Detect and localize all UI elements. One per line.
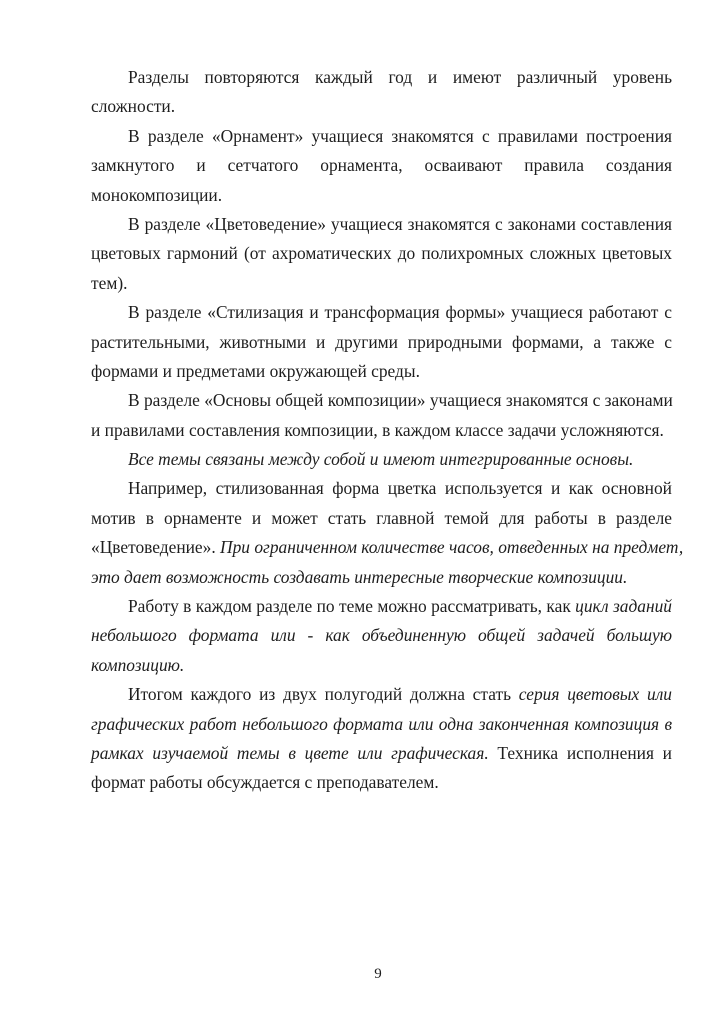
text-line — [91, 563, 672, 592]
paragraph — [91, 386, 672, 445]
text-line — [91, 768, 672, 797]
italic-text: графических работ небольшого формата или одна законченная композиция в — [91, 713, 672, 734]
italic-text: небольшого формата или - как объединенную общей задачей большую — [91, 625, 672, 646]
italic-text: серия цветовых или — [518, 684, 672, 705]
text: растительными, животными и другими природными формами, а также с — [91, 331, 672, 352]
text: цветовых гармоний (от ахроматических до полихромных сложных цветовых — [91, 243, 672, 264]
text-line — [91, 474, 672, 503]
text: В разделе «Основы общей композиции» учащиеся знакомятся с законами — [128, 390, 673, 411]
text: Работу в каждом разделе по теме можно рассматривать, как — [128, 596, 576, 617]
text: «Цветоведение». — [91, 537, 221, 558]
text-line — [91, 92, 672, 121]
text-line — [91, 181, 672, 210]
text-line — [91, 445, 672, 474]
text: В разделе «Орнамент» учащиеся знакомятся с правилами построения — [128, 125, 672, 146]
text: монокомпозиции. — [91, 184, 223, 205]
text: тем). — [91, 272, 128, 293]
text-line — [91, 680, 672, 709]
text: Например, стилизованная форма цветка используется и как основной — [128, 478, 672, 499]
text-line — [91, 122, 672, 151]
text: В разделе «Цветоведение» учащиеся знакомятся с законами составления — [128, 213, 672, 234]
page-number: 9 — [374, 966, 382, 982]
text: мотив в орнаменте и может стать главной темой для работы в разделе — [91, 507, 672, 528]
paragraph — [91, 298, 672, 386]
text: сложности. — [91, 96, 176, 117]
paragraph — [91, 474, 684, 592]
text-line — [91, 63, 672, 92]
paragraph — [91, 63, 672, 122]
text-line — [91, 151, 672, 180]
text-line — [91, 328, 672, 357]
paragraph — [91, 210, 672, 298]
text-line — [91, 239, 672, 268]
text-line — [91, 651, 672, 680]
text-line — [91, 357, 672, 386]
text: Разделы повторяются каждый год и имеют различный уровень — [128, 67, 672, 87]
text-line — [91, 298, 672, 327]
text: формами и предметами окружающей среды. — [91, 360, 420, 381]
text-line — [91, 739, 672, 768]
text: Техника исполнения и — [488, 742, 672, 763]
document-body — [91, 63, 684, 798]
paragraph — [91, 592, 672, 680]
italic-text: При ограниченном количестве часов, отведенных на предмет, — [220, 537, 684, 558]
text-line — [91, 269, 672, 298]
italic-text: Все темы связаны между собой и имеют интегрированные основы. — [128, 449, 634, 470]
text-line — [91, 210, 672, 239]
text: В разделе «Стилизация и трансформация формы» учащиеся работают с — [128, 302, 672, 323]
italic-text: композицию. — [91, 654, 185, 675]
italic-text: цикл заданий — [575, 596, 672, 617]
paragraph — [91, 445, 672, 474]
italic-text: это дает возможность создавать интересные творческие композиции. — [91, 566, 628, 587]
text-line — [91, 710, 672, 739]
text: и правилами составления композиции, в каждом классе задачи усложняются. — [91, 419, 664, 440]
italic-text: рамках изучаемой темы в цвете или графическая. — [91, 742, 489, 763]
text-line — [91, 386, 672, 415]
text: формат работы обсуждается с преподавателем. — [91, 772, 439, 793]
text-line — [91, 533, 684, 562]
paragraph — [91, 122, 672, 210]
text-line — [91, 504, 672, 533]
text-line — [91, 592, 672, 621]
paragraph — [91, 680, 672, 798]
text-line — [91, 416, 672, 445]
text-line — [91, 621, 672, 650]
text: замкнутого и сетчатого орнамента, осваивают правила создания — [91, 155, 672, 176]
text: Итогом каждого из двух полугодий должна стать — [128, 684, 519, 705]
